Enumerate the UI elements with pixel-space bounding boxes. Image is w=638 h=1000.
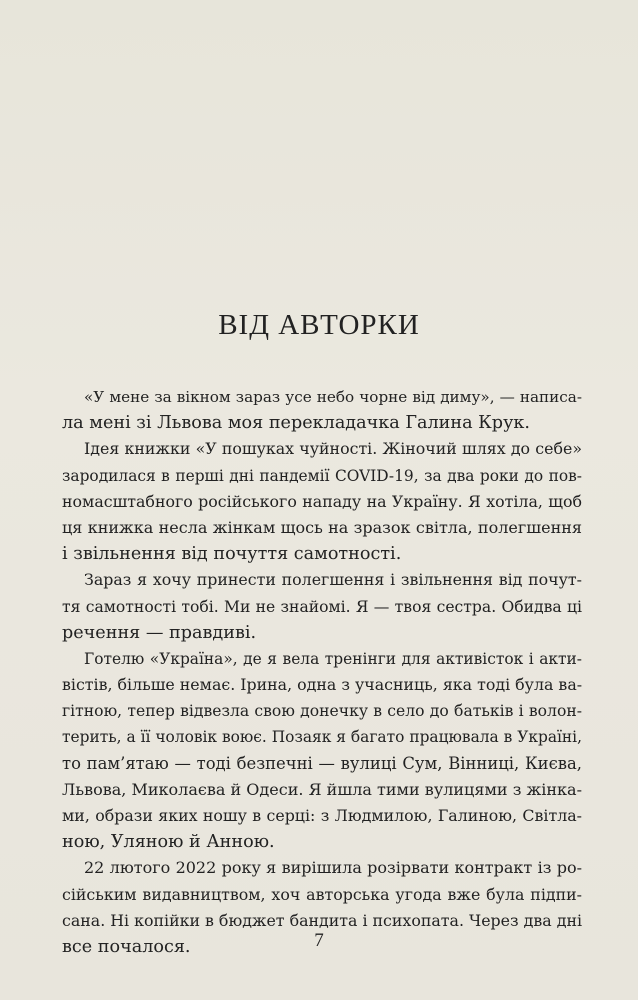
- text-line: сана. Ні копійки в бюджет бандита і психопата. Через два дні: [62, 910, 583, 930]
- text-line: номасштабного російського нападу на Україну. Я хотіла, щоб: [62, 491, 582, 511]
- text-line: «У мене за вікном зараз усе небо чорне від диму», — написа-: [84, 388, 582, 406]
- text-line: ною, Уляною й Анною.: [62, 832, 275, 853]
- paragraph-3: [62, 567, 582, 646]
- text-line: то пам’ятаю — тоді безпечні — вулиці Сум, Вінниці, Києва,: [62, 753, 582, 773]
- text-line: тя самотності тобі. Ми не знайомі. Я — твоя сестра. Обидва ці: [62, 597, 582, 616]
- text-line: 22 лютого 2022 року я вирішила розірвати контракт із ро-: [84, 858, 582, 878]
- paragraph-1: [62, 384, 582, 436]
- text-line: Зараз я хочу принести полегшення і звільнення від почут-: [84, 570, 582, 590]
- text-line: терить, а її чоловік воює. Позаяк я багато працювала в Україні,: [62, 728, 582, 747]
- text-line: зародилася в перші дні пандемії COVID-19, за два роки до пов-: [62, 466, 582, 485]
- text-line: вістів, більше немає. Ірина, одна з учасниць, яка тоді була ва-: [62, 675, 583, 695]
- chapter-title: ВІД АВТОРКИ: [218, 309, 420, 341]
- text-line: все почалося.: [62, 936, 191, 957]
- text-line: гітною, тепер відвезла свою донечку в село до батьків і волон-: [62, 702, 582, 721]
- paragraph-2: [62, 436, 582, 567]
- page-number: 7: [314, 930, 324, 951]
- text-line: і звільнення від почуття самотності.: [62, 544, 402, 565]
- text-line: Готелю «Україна», де я вела тренінги для активісток і акти-: [84, 649, 582, 668]
- text-line: речення — правдиві.: [62, 622, 257, 643]
- text-line: Ідея книжки «У пошуках чуйності. Жіночий шлях до себе»: [84, 439, 582, 459]
- chapter-body: [62, 384, 582, 960]
- text-line: ми, образи яких ношу в серці: з Людмилою, Галиною, Світла-: [62, 806, 582, 825]
- text-line: сійським видавництвом, хоч авторська угода вже була підпи-: [62, 884, 582, 904]
- text-line: ла мені зі Львова моя перекладачка Галина Крук.: [62, 413, 531, 434]
- text-line: ця книжка несла жінкам щось на зразок світла, полегшення: [62, 517, 582, 537]
- paragraph-4: [62, 646, 582, 856]
- text-line: Львова, Миколаєва й Одеси. Я йшла тими вулицями з жінка-: [62, 779, 582, 799]
